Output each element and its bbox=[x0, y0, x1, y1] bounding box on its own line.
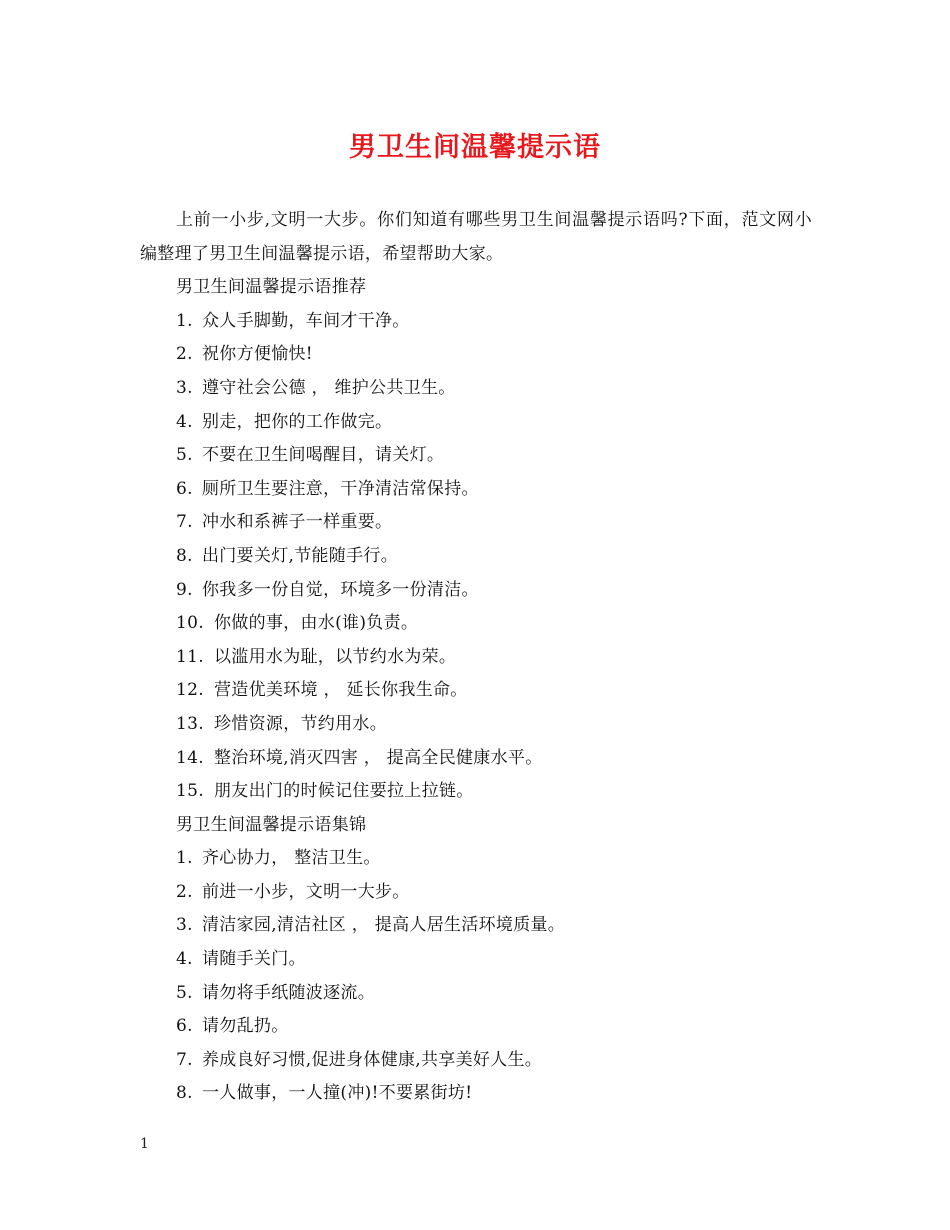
list-item-number: 10. bbox=[176, 613, 204, 634]
list-item-number: 3. bbox=[176, 377, 193, 398]
list-item bbox=[140, 372, 812, 406]
list-item-number: 3. bbox=[176, 915, 193, 936]
list-item bbox=[140, 1010, 812, 1044]
list-item-number: 4. bbox=[176, 411, 193, 432]
list-item bbox=[140, 439, 812, 473]
list-item bbox=[140, 305, 812, 339]
list-item-text: 遵守社会公德 ， 维护公共卫生。 bbox=[202, 377, 456, 398]
list-item-text: 清洁家园,清洁社区 ， 提高人居生活环境质量。 bbox=[202, 915, 566, 936]
list-item-text: 不要在卫生间喝醒目，请关灯。 bbox=[202, 445, 445, 466]
list-item-text: 众人手脚勤，车间才干净。 bbox=[202, 310, 410, 331]
list-item-text: 你做的事，由水(谁)负责。 bbox=[214, 613, 419, 634]
list-item-text: 养成良好习惯,促进身体健康,共享美好人生。 bbox=[202, 1049, 543, 1070]
list-item bbox=[140, 943, 812, 977]
list-item-text: 请勿乱扔。 bbox=[202, 1016, 289, 1037]
list-item-number: 5. bbox=[176, 982, 193, 1003]
list-item bbox=[140, 674, 812, 708]
list-item bbox=[140, 708, 812, 742]
list-item-text: 你我多一份自觉，环境多一份清洁。 bbox=[202, 579, 479, 600]
list-item-number: 8. bbox=[176, 1083, 193, 1104]
list-item-number: 9. bbox=[176, 579, 193, 600]
section-heading-recommend: 男卫生间温馨提示语推荐 bbox=[176, 277, 367, 298]
list-item-text: 以滥用水为耻，以节约水为荣。 bbox=[214, 646, 457, 667]
list-item bbox=[140, 540, 812, 574]
list-item-text: 请勿将手纸随波逐流。 bbox=[202, 982, 375, 1003]
list-item-number: 7. bbox=[176, 512, 193, 533]
list-item bbox=[140, 1077, 812, 1111]
intro-paragraph: 上前一小步,文明一大步。你们知道有哪些男卫生间温馨提示语吗?下面，范文网小编整理了男卫生间温馨提示语，希望帮助大家。 bbox=[140, 210, 812, 264]
list-item bbox=[140, 338, 812, 372]
list-item-text: 别走，把你的工作做完。 bbox=[202, 411, 393, 432]
list-item-number: 6. bbox=[176, 1016, 193, 1037]
list-item bbox=[140, 473, 812, 507]
list-item bbox=[140, 641, 812, 675]
list-item bbox=[140, 406, 812, 440]
list-item-text: 朋友出门的时候记住要拉上拉链。 bbox=[214, 781, 474, 802]
list-item-text: 厕所卫生要注意，干净清洁常保持。 bbox=[202, 478, 479, 499]
list-item-text: 冲水和系裤子一样重要。 bbox=[202, 512, 393, 533]
list-item-number: 12. bbox=[176, 680, 204, 701]
list-item-text: 祝你方便愉快! bbox=[202, 344, 313, 365]
list-item bbox=[140, 977, 812, 1011]
list-item-number: 11. bbox=[176, 646, 204, 667]
list-item-text: 一人做事，一人撞(冲)!不要累街坊! bbox=[202, 1083, 473, 1104]
collection-list bbox=[140, 842, 812, 1111]
list-item-text: 请随手关门。 bbox=[202, 949, 306, 970]
document-title: 男卫生间温馨提示语 bbox=[349, 132, 601, 163]
list-item bbox=[140, 742, 812, 776]
list-item bbox=[140, 909, 812, 943]
list-item bbox=[140, 574, 812, 608]
list-item-text: 前进一小步，文明一大步。 bbox=[202, 881, 410, 902]
page-number: 1 bbox=[140, 1136, 149, 1152]
list-item-number: 14. bbox=[176, 747, 204, 768]
list-item-text: 珍惜资源，节约用水。 bbox=[214, 713, 387, 734]
section-heading-collection: 男卫生间温馨提示语集锦 bbox=[176, 814, 367, 835]
list-item-number: 15. bbox=[176, 781, 204, 802]
list-item-number: 1. bbox=[176, 310, 193, 331]
document-body bbox=[140, 204, 812, 1111]
list-item bbox=[140, 842, 812, 876]
list-item bbox=[140, 876, 812, 910]
recommend-list bbox=[140, 305, 812, 809]
list-item-text: 齐心协力， 整洁卫生。 bbox=[202, 848, 381, 869]
list-item-text: 整治环境,消灭四害 ， 提高全民健康水平。 bbox=[214, 747, 543, 768]
list-item-number: 2. bbox=[176, 344, 193, 365]
list-item bbox=[140, 607, 812, 641]
list-item bbox=[140, 1044, 812, 1078]
list-item-number: 13. bbox=[176, 713, 204, 734]
list-item-number: 8. bbox=[176, 545, 193, 566]
list-item-number: 4. bbox=[176, 949, 193, 970]
list-item-number: 7. bbox=[176, 1049, 193, 1070]
list-item-number: 2. bbox=[176, 881, 193, 902]
list-item bbox=[140, 775, 812, 809]
list-item-number: 1. bbox=[176, 848, 193, 869]
list-item bbox=[140, 506, 812, 540]
list-item-text: 出门要关灯,节能随手行。 bbox=[202, 545, 399, 566]
list-item-number: 6. bbox=[176, 478, 193, 499]
list-item-text: 营造优美环境 ， 延长你我生命。 bbox=[214, 680, 468, 701]
list-item-number: 5. bbox=[176, 445, 193, 466]
